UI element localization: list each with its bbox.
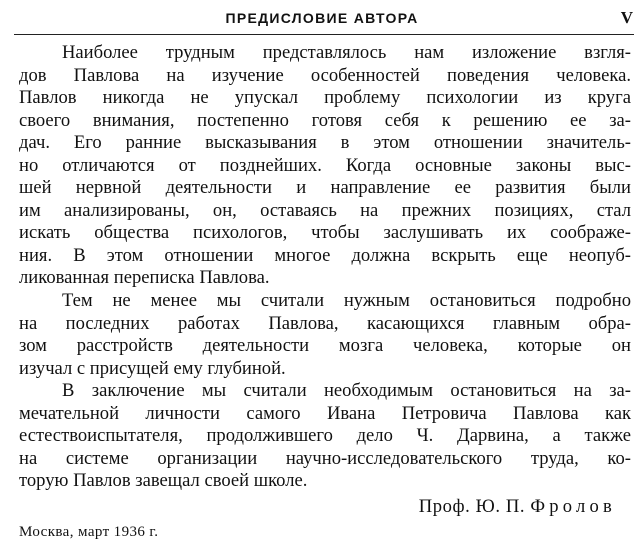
text-line: Павлов никогда не упускал проблему психологии из круга [19,87,631,109]
signature-surname: Фролов [530,496,616,517]
text-line: дач. Его ранние высказывания в этом отношении значитель- [19,132,631,154]
text-line: своего внимания, постепенно готовя себя к решению ее за- [19,109,631,131]
text-line: Тем не менее мы считали нужным остановиться подробно [62,290,631,312]
dateline: Москва, март 1936 г. [19,524,159,540]
text-line: на последних работах Павлова, касающихся главным обра- [19,312,631,334]
text-line: изучал с присущей ему глубиной. [19,357,286,379]
text-line: на системе организации научно-исследовательского труда, ко- [19,447,631,469]
header-title: ПРЕДИСЛОВИЕ АВТОРА [225,10,419,26]
running-header [0,10,644,34]
signature-prefix: Проф. Ю. П. [418,496,526,517]
text-line: искать общества психологов, чтобы заслушивать их соображе- [19,222,631,244]
text-line: зом расстройств деятельности мозга человека, которые он [19,335,631,357]
text-line: дов Павлова на изучение особенностей поведения человека. [19,64,631,86]
text-line: ликованная переписка Павлова. [19,267,270,289]
text-line: им анализированы, он, оставаясь на прежних позициях, стал [19,199,631,221]
text-line: Наиболее трудным представлялось нам изложение взгля- [62,42,631,63]
text-line: торую Павлов завещал своей школе. [19,470,308,492]
header-rule [14,34,634,35]
text-line: В заключение мы считали необходимым остановиться на за- [62,380,631,402]
text-line: но отличаются от позднейших. Когда основные законы выс- [19,154,631,176]
text-line: естествоиспытателя, продолжившего дело Ч. Дарвина, а также [19,425,631,447]
text-line: шей нервной деятельности и направление ее развития были [19,177,631,199]
text-line: ния. В этом отношении многое должна вскрыть еще неопуб- [19,244,631,266]
author-signature [419,496,616,518]
text-line: мечательной личности самого Ивана Петровича Павлова как [19,402,631,424]
page-number: V [620,8,633,27]
body-text [19,42,631,493]
